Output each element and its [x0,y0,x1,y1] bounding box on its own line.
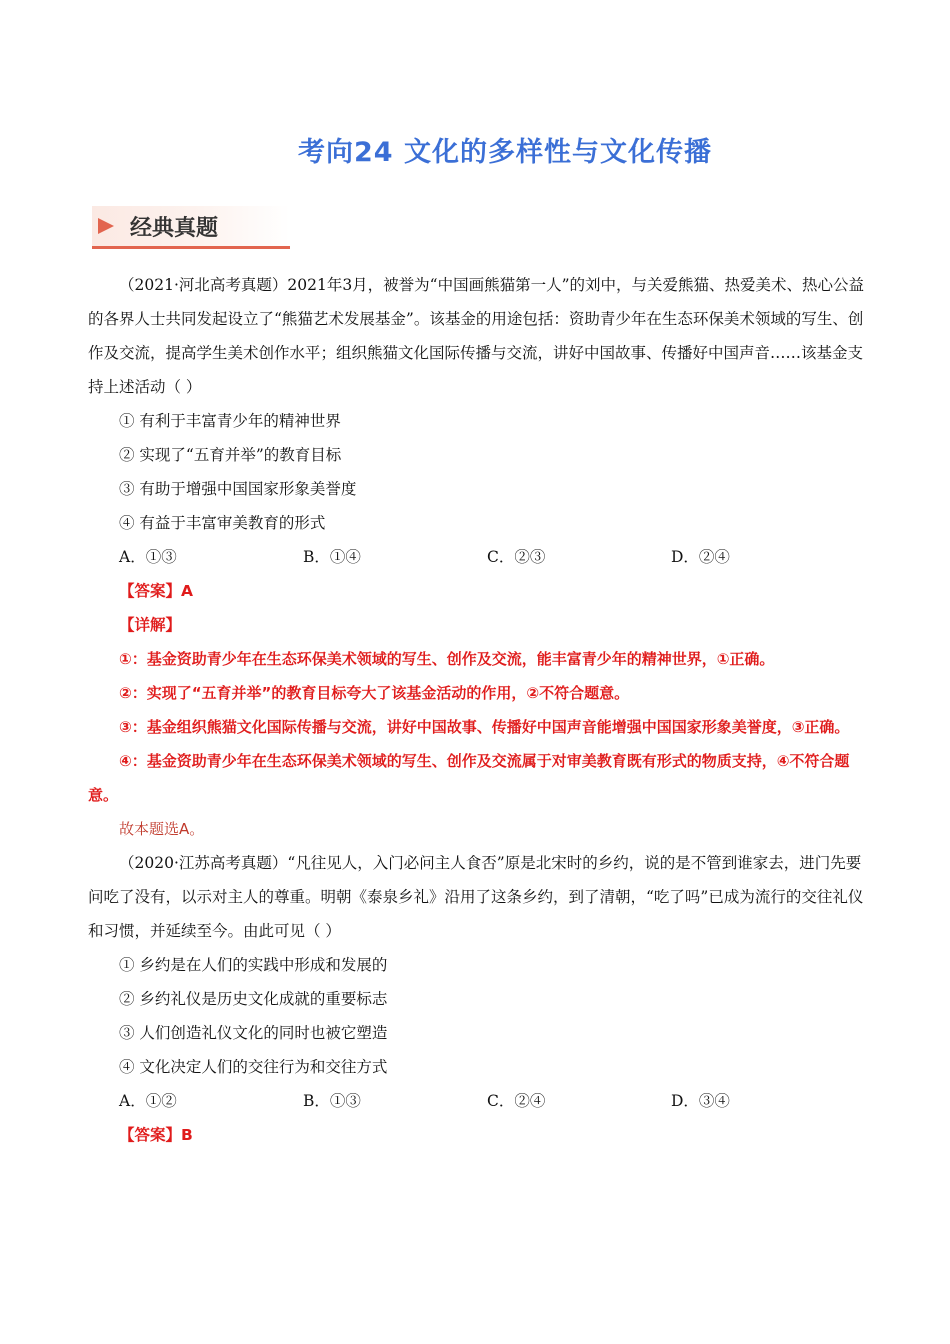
q1-option-4: ④ 有益于丰富审美教育的形式 [119,514,326,532]
section-banner [92,206,290,249]
q1-option-2: ② 实现了“五育并举”的教育目标 [119,446,342,464]
question-1-stem: （2021·河北高考真题）2021年3月，被誉为“中国画熊猫第一人”的刘中，与关爱熊猫、热爱美术、热心公益的各界人士共同发起设立了“熊猫艺术发展基金”。该基金的用途包括：资助青少年在生态环保美术领域的写生、创作及交流，提高学生美术创作水平；组织熊猫文化国际传播与交流，讲好中国故事、传播好中国声音……该基金支持上述活动（ ） [88,276,865,396]
q1-explain-2: ②：实现了“五育并举”的教育目标夸大了该基金活动的作用，②不符合题意。 [119,684,630,702]
section-heading: 经典真题 [130,216,219,241]
q1-choice-d: D．②④ [671,548,730,566]
q1-explain-1: ①：基金资助青少年在生态环保美术领域的写生、创作及交流，能丰富青少年的精神世界，①正确。 [119,650,775,668]
q1-choice-b: B．①④ [303,548,361,566]
q2-choice-c: C．②④ [487,1092,546,1110]
document-body [88,268,868,1152]
q1-answer: 【答案】A [119,582,193,600]
q1-conclusion: 故本题选A。 [119,820,205,838]
arrow-icon [98,218,114,234]
q2-option-1: ① 乡约是在人们的实践中形成和发展的 [119,956,388,974]
q1-choice-a: A．①③ [119,548,177,566]
q1-option-3: ③ 有助于增强中国国家形象美誉度 [119,480,357,498]
page-title: 考向24 文化的多样性与文化传播 [298,137,712,168]
q2-option-3: ③ 人们创造礼仪文化的同时也被它塑造 [119,1024,388,1042]
q2-choice-b: B．①③ [303,1092,361,1110]
q2-answer: 【答案】B [119,1126,193,1144]
q1-explain-label: 【详解】 [119,616,182,634]
question-2-stem: （2020·江苏高考真题）“凡往见人，入门必问主人食否”原是北宋时的乡约，说的是不管到谁家去，进门先要问吃了没有，以示对主人的尊重。明朝《泰泉乡礼》沿用了这条乡约，到了清朝，“吃了吗”已成为流行的交往礼仪和习惯，并延续至今。由此可见（ ） [88,854,864,940]
q1-explain-4: ④：基金资助青少年在生态环保美术领域的写生、创作及交流属于对审美教育既有形式的物质支持，④不符合题意。 [88,752,850,804]
q2-choice-d: D．③④ [671,1092,730,1110]
q1-option-1: ① 有利于丰富青少年的精神世界 [119,412,341,430]
q1-choice-c: C．②③ [487,548,546,566]
q2-choice-a: A．①② [119,1092,177,1110]
q1-choices [88,540,868,574]
q2-option-4: ④ 文化决定人们的交往行为和交往方式 [119,1058,388,1076]
q1-explain-3: ③：基金组织熊猫文化国际传播与交流，讲好中国故事、传播好中国声音能增强中国国家形象美誉度，③正确。 [119,718,850,736]
q2-option-2: ② 乡约礼仪是历史文化成就的重要标志 [119,990,388,1008]
q2-choices [88,1084,868,1118]
